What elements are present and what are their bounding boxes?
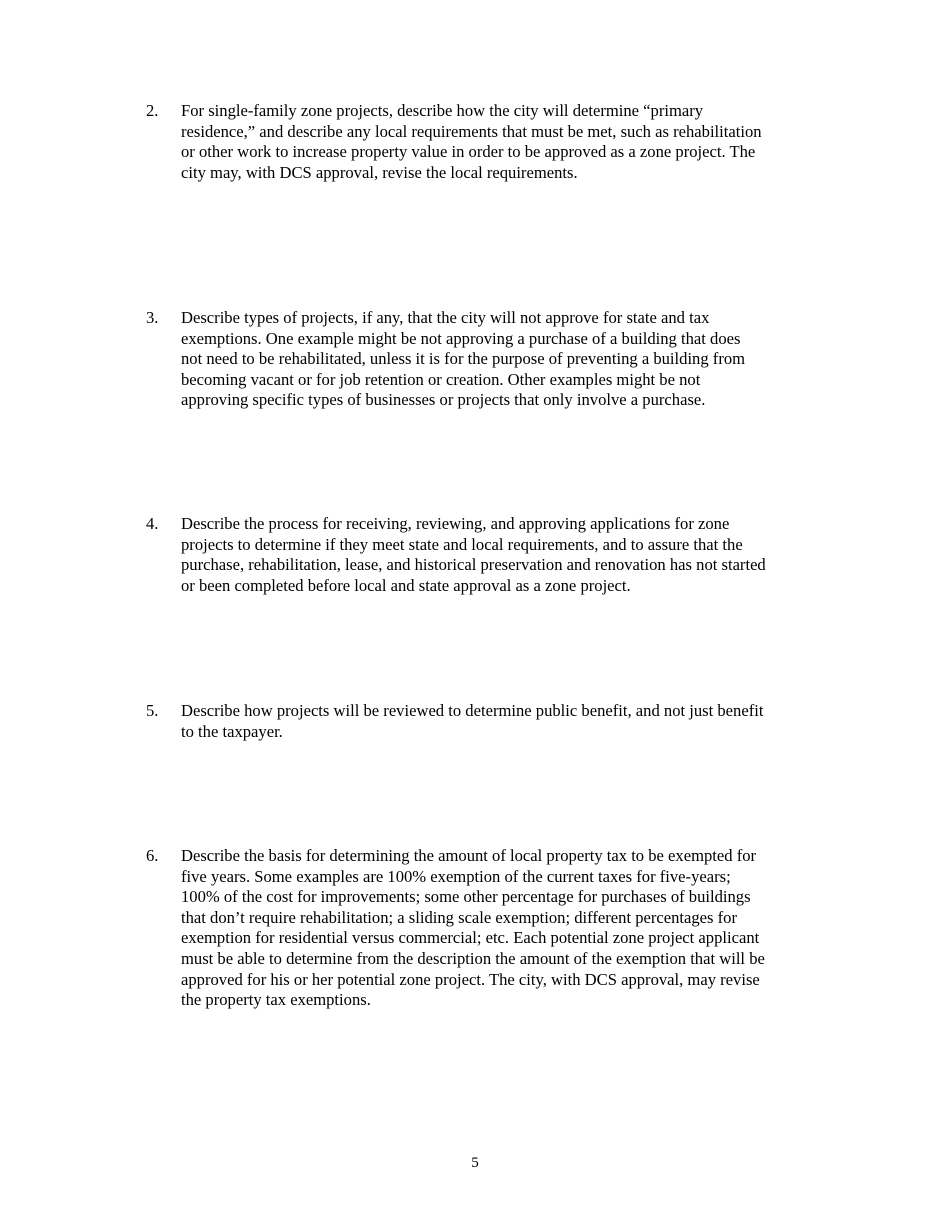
item-text: Describe how projects will be reviewed to determine public benefit, and not just benefit to the taxpayer.	[181, 701, 764, 741]
numbered-item	[146, 101, 846, 183]
item-number: 5.	[146, 701, 159, 720]
item-number: 2.	[146, 101, 159, 120]
item-number: 4.	[146, 514, 159, 533]
item-text: Describe types of projects, if any, that the city will not approve for state and tax exemptions. One example might be not approving a purchase of a building that does not need to be rehabilitated, unless it is for the purpose of preventing a building from becoming vacant or for job retention or creation. Other examples might be not approving specific types of businesses or projects that only involve a purchase.	[181, 308, 746, 410]
item-number: 3.	[146, 308, 159, 327]
page-number: 5	[471, 1155, 479, 1171]
numbered-item	[146, 701, 846, 742]
numbered-item	[146, 846, 846, 1011]
numbered-item	[146, 308, 846, 411]
item-text: For single-family zone projects, describe how the city will determine “primary residence,” and describe any local requirements that must be met, such as rehabilitation or other work to increase property value in order to be approved as a zone project. The city may, with DCS approval, revise the local requirements.	[181, 101, 762, 182]
item-text: Describe the basis for determining the amount of local property tax to be exempted for five years. Some examples are 100% exemption of the current taxes for five-years; 100% of the cost for improvements; some other percentage for purchases of buildings that don’t require rehabilitation; a sliding scale exemption; different percentages for exemption for residential versus commercial; etc. Each potential zone project applicant must be able to determine from the description the amount of the exemption that will be approved for his or her potential zone project. The city, with DCS approval, may revise the property tax exemptions.	[181, 846, 765, 1010]
item-text: Describe the process for receiving, reviewing, and approving applications for zone projects to determine if they meet state and local requirements, and to assure that the purchase, rehabilitation, lease, and historical preservation and renovation has not started or been completed before local and state approval as a zone project.	[181, 514, 766, 595]
numbered-item	[146, 514, 846, 596]
item-number: 6.	[146, 846, 159, 865]
